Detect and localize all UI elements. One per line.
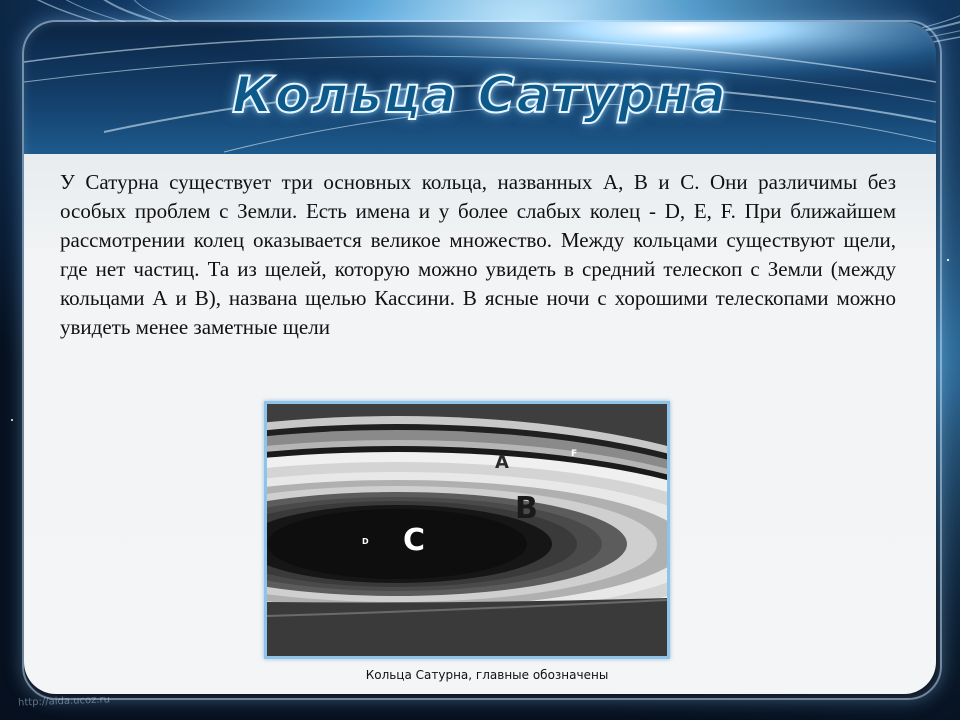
- label-c: C: [403, 523, 426, 558]
- slide-title: Кольца Сатурна: [232, 66, 728, 124]
- saturn-rings-image: [264, 401, 670, 659]
- label-f: F: [571, 449, 578, 459]
- image-caption: Кольца Сатурна, главные обозначены: [365, 668, 609, 682]
- label-a: A: [495, 452, 509, 473]
- watermark-url: http://aida.ucoz.ru: [17, 694, 111, 709]
- body-paragraph: У Сатурна существует три основных кольца, названных А, В и С. Они различимы без особых проблем с Земли. Есть имена и у более слабых колец - D, E, F. При ближайшем рассмотрении колец оказывается великое множество. Между кольцами существуют щели, где нет частиц. Та из щелей, которую можно увидеть в средний телескоп с Земли (между кольцами А и В), названа щелью Кассини. В ясные ночи с хорошими телескопами можно увидеть менее заметные щели: [60, 170, 896, 339]
- label-b: B: [515, 491, 538, 526]
- label-d: D: [362, 537, 369, 546]
